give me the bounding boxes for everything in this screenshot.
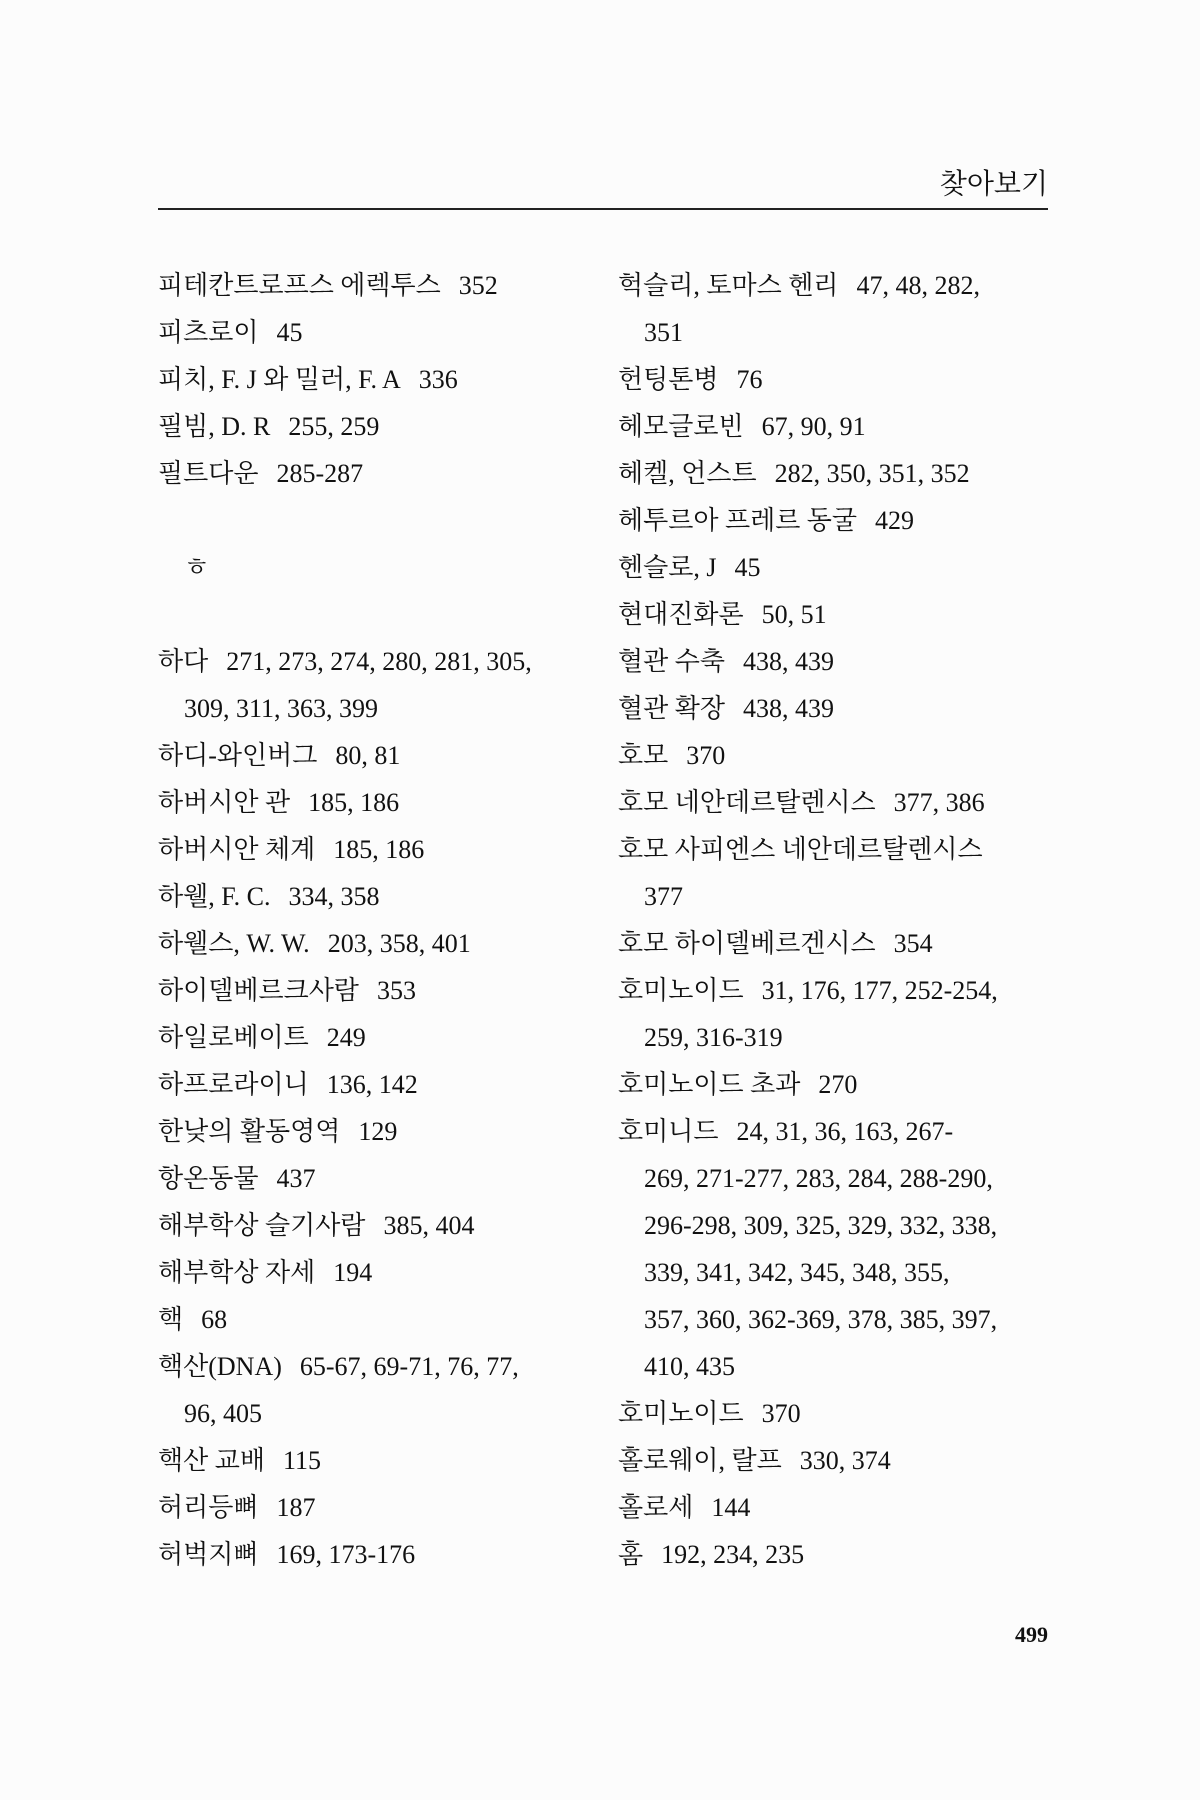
index-pages: 76	[736, 365, 763, 394]
index-pages: 285-287	[276, 459, 364, 488]
index-entry	[618, 1390, 1048, 1437]
index-pages: 437	[276, 1164, 316, 1193]
index-pages: 115	[282, 1446, 322, 1475]
index-pages: 385, 404	[383, 1211, 475, 1240]
index-term: 한낮의 활동영역	[158, 1117, 341, 1146]
index-term: 하디-와인버그	[158, 741, 318, 770]
index-term: 하다	[158, 647, 209, 676]
index-entry	[158, 1484, 608, 1531]
index-entry	[618, 1437, 1048, 1484]
index-entry	[618, 1484, 1048, 1531]
index-pages: 24, 31, 36, 163, 267-	[736, 1117, 954, 1146]
page-number: 499	[1015, 1622, 1048, 1647]
page-header	[158, 150, 1048, 210]
index-entry	[618, 544, 1048, 591]
index-term: 홀로웨이, 랄프	[618, 1446, 782, 1475]
index-term: 피치, F. J 와 밀러, F. A	[158, 365, 401, 394]
index-term: 해부학상 자세	[158, 1258, 316, 1287]
index-term: 하일로베이트	[158, 1023, 309, 1052]
index-pages: 169, 173-176	[276, 1540, 416, 1569]
index-entry	[158, 1202, 608, 1249]
index-term: 헉슬리, 토마스 헨리	[618, 271, 839, 300]
index-entry	[618, 1108, 1048, 1155]
index-entry	[158, 1061, 608, 1108]
index-entry	[158, 450, 608, 497]
index-term: 하버시안 체계	[158, 835, 316, 864]
index-entry-continuation: 377	[644, 882, 683, 911]
index-term: 피츠로이	[158, 318, 259, 347]
index-pages: 271, 273, 274, 280, 281, 305,	[226, 647, 532, 676]
index-term: 핵산 교배	[158, 1446, 265, 1475]
index-term: 허리등뼈	[158, 1493, 259, 1522]
index-term: 필빔, D. R	[158, 412, 271, 441]
index-pages: 438, 439	[742, 694, 834, 723]
index-column-left	[158, 262, 608, 1578]
index-entry	[618, 920, 1048, 967]
entries-before-section	[158, 262, 608, 497]
index-entry	[618, 497, 1048, 544]
index-entry	[158, 1155, 608, 1202]
index-term: 핵	[158, 1305, 184, 1334]
entries-after-section	[158, 638, 608, 1578]
index-term: 호미니드	[618, 1117, 719, 1146]
index-term: 하프로라이니	[158, 1070, 309, 1099]
index-pages: 330, 374	[799, 1446, 891, 1475]
index-entry-continuation: 96, 405	[184, 1399, 262, 1428]
index-entry	[618, 403, 1048, 450]
index-term: 호모 네안데르탈렌시스	[618, 788, 876, 817]
index-term: 핵산(DNA)	[158, 1352, 282, 1381]
index-term: 피테칸트로프스 에렉투스	[158, 271, 441, 300]
index-entry-continuation: 269, 271-277, 283, 284, 288-290,	[644, 1164, 993, 1193]
index-term: 허벅지뼈	[158, 1540, 259, 1569]
index-pages: 282, 350, 351, 352	[774, 459, 970, 488]
index-entry	[158, 967, 608, 1014]
running-head: 찾아보기	[939, 167, 1048, 200]
index-entry-continuation-block	[618, 1155, 1048, 1390]
index-term: 혈관 수축	[618, 647, 725, 676]
index-term: 헨슬로, J	[618, 553, 717, 582]
index-entry	[158, 1249, 608, 1296]
index-term: 호모 하이델베르겐시스	[618, 929, 876, 958]
index-term: 혈관 확장	[618, 694, 725, 723]
index-pages: 129	[358, 1117, 398, 1146]
section-letter: ㅎ	[184, 553, 210, 582]
index-pages: 185, 186	[333, 835, 425, 864]
index-pages: 370	[686, 741, 726, 770]
index-pages: 336	[418, 365, 458, 394]
index-entry	[618, 732, 1048, 779]
index-entry	[618, 591, 1048, 638]
index-entry	[618, 638, 1048, 685]
index-pages: 270	[818, 1070, 858, 1099]
index-pages: 50, 51	[761, 600, 827, 629]
index-entry	[618, 967, 1048, 1014]
index-pages: 80, 81	[335, 741, 401, 770]
index-term: 헤켈, 언스트	[618, 459, 757, 488]
index-pages: 255, 259	[288, 412, 380, 441]
index-entry	[618, 356, 1048, 403]
index-term: 해부학상 슬기사람	[158, 1211, 366, 1240]
index-entry	[158, 826, 608, 873]
index-pages: 185, 186	[308, 788, 400, 817]
index-entry	[618, 1061, 1048, 1108]
index-entry	[158, 638, 608, 685]
header-rule	[158, 208, 1048, 210]
index-pages: 354	[893, 929, 933, 958]
index-pages: 203, 358, 401	[327, 929, 471, 958]
index-pages: 438, 439	[742, 647, 834, 676]
index-entry	[158, 1014, 608, 1061]
index-pages: 377, 386	[893, 788, 985, 817]
index-entry	[158, 403, 608, 450]
index-pages: 192, 234, 235	[661, 1540, 805, 1569]
index-term: 호미노이드	[618, 976, 744, 1005]
index-pages: 429	[875, 506, 915, 535]
index-pages: 144	[711, 1493, 751, 1522]
index-term: 헤투르아 프레르 동굴	[618, 506, 858, 535]
index-entry-continuation: 309, 311, 363, 399	[184, 694, 379, 723]
index-term: 헌팅톤병	[618, 365, 719, 394]
index-entry	[158, 920, 608, 967]
index-term: 호미노이드 초과	[618, 1070, 801, 1099]
index-entry	[618, 779, 1048, 826]
index-term: 호모 사피엔스 네안데르탈렌시스	[618, 835, 983, 864]
index-entry	[618, 450, 1048, 497]
index-entry	[158, 356, 608, 403]
index-pages: 68	[201, 1305, 228, 1334]
index-pages: 136, 142	[326, 1070, 418, 1099]
index-entry	[158, 1296, 608, 1343]
index-entry	[158, 732, 608, 779]
index-pages: 352	[458, 271, 498, 300]
index-pages: 65-67, 69-71, 76, 77,	[299, 1352, 519, 1381]
index-pages: 187	[276, 1493, 316, 1522]
index-entry-continuation: 296-298, 309, 325, 329, 332, 338,	[644, 1211, 998, 1240]
index-term: 현대진화론	[618, 600, 744, 629]
index-entry-continuation: 410, 435	[644, 1352, 735, 1381]
index-pages: 47, 48, 282,	[856, 271, 980, 300]
index-pages: 31, 176, 177, 252-254,	[761, 976, 998, 1005]
index-pages: 194	[333, 1258, 373, 1287]
index-column-right	[618, 262, 1048, 1578]
index-pages: 353	[376, 976, 416, 1005]
index-term: 헤모글로빈	[618, 412, 744, 441]
index-term: 하이델베르크사람	[158, 976, 359, 1005]
index-entry	[158, 1108, 608, 1155]
index-entry	[618, 685, 1048, 732]
index-entry-continuation: 259, 316-319	[644, 1023, 783, 1052]
index-entry-continuation: 357, 360, 362-369, 378, 385, 397,	[644, 1305, 998, 1334]
index-term: 홈	[618, 1540, 644, 1569]
index-pages: 370	[761, 1399, 801, 1428]
index-entry	[158, 1343, 608, 1390]
index-pages: 45	[276, 318, 303, 347]
index-pages: 67, 90, 91	[761, 412, 866, 441]
index-term: 항온동물	[158, 1164, 259, 1193]
index-term: 필트다운	[158, 459, 259, 488]
index-pages: 334, 358	[288, 882, 380, 911]
index-entry	[618, 826, 1048, 873]
index-entry	[158, 1531, 608, 1578]
index-term: 하웰, F. C.	[158, 882, 271, 911]
index-term: 하웰스, W. W.	[158, 929, 310, 958]
index-pages: 45	[734, 553, 761, 582]
index-entry-continuation: 351	[644, 318, 683, 347]
index-term: 호미노이드	[618, 1399, 744, 1428]
index-entry	[618, 262, 1048, 309]
index-pages: 249	[326, 1023, 366, 1052]
index-entry	[158, 779, 608, 826]
index-entry-continuation: 339, 341, 342, 345, 348, 355,	[644, 1258, 950, 1287]
index-entry	[158, 262, 608, 309]
index-entry	[158, 1437, 608, 1484]
index-term: 호모	[618, 741, 669, 770]
index-term: 하버시안 관	[158, 788, 291, 817]
index-term: 홀로세	[618, 1493, 694, 1522]
index-entry	[618, 1531, 1048, 1578]
index-entry	[158, 309, 608, 356]
index-entry	[158, 873, 608, 920]
